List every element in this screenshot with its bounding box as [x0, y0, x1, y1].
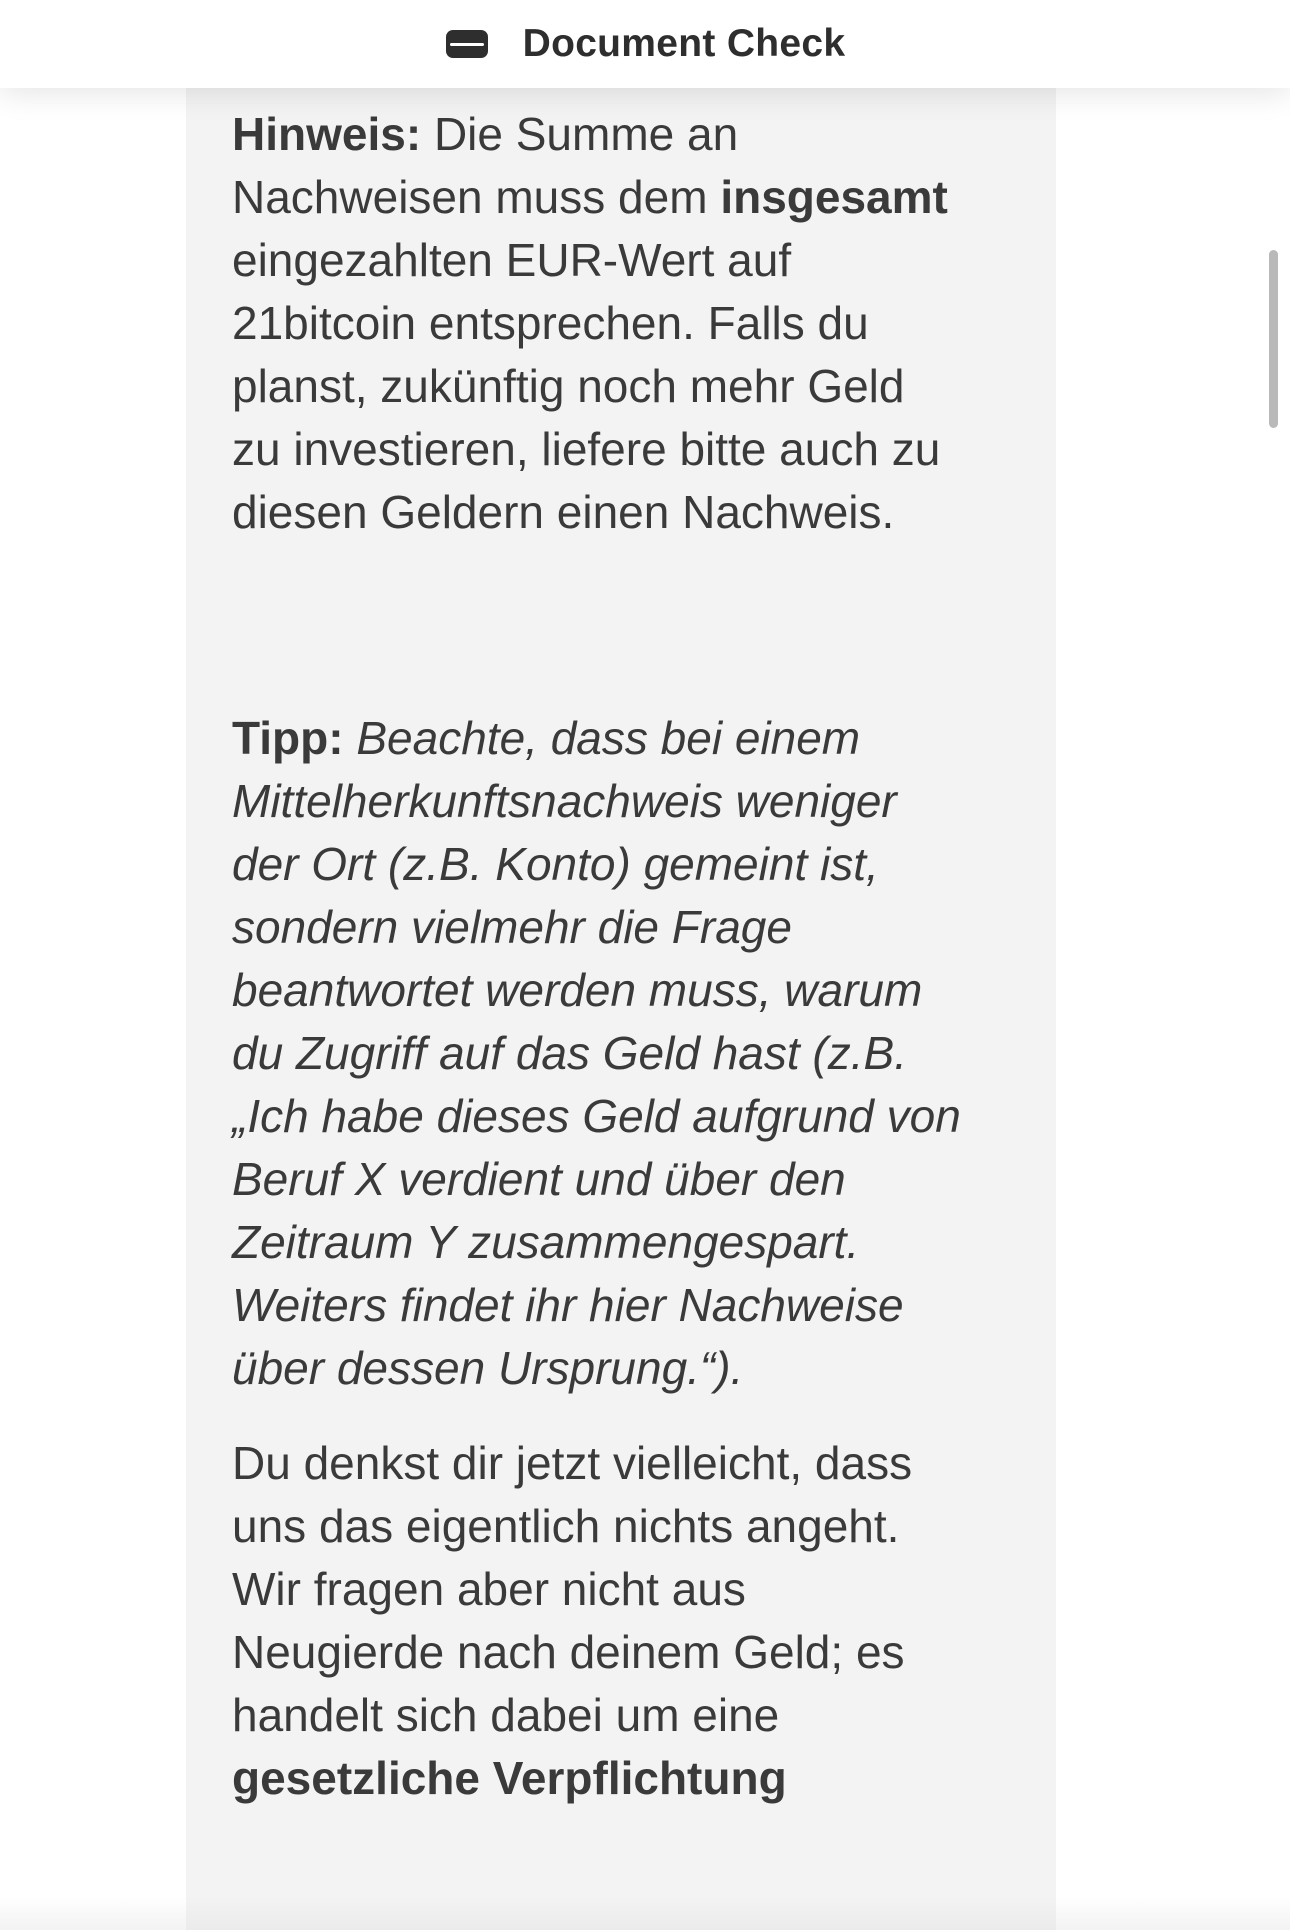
tip-text: „Ich habe dieses Geld aufgrund von	[232, 1090, 961, 1142]
notice-emphasis: insgesamt	[720, 171, 948, 223]
tip-text: beantwortet werden muss, warum	[232, 964, 923, 1016]
tip-line	[232, 707, 1032, 770]
notice-text: Nachweisen muss dem	[232, 171, 721, 223]
body-paragraph	[232, 1432, 1032, 1810]
tip-text: sondern vielmehr die Frage	[232, 901, 792, 953]
tip-text: du Zugriff auf das Geld hast (z.B.	[232, 1027, 907, 1079]
tip-label: Tipp:	[232, 712, 344, 764]
notice-line	[232, 166, 1032, 229]
body-text: Du denkst dir jetzt vielleicht, dass	[232, 1437, 913, 1489]
header-title-group	[445, 22, 846, 66]
notice-text: 21bitcoin entsprechen. Falls du	[232, 297, 869, 349]
tip-text: Weiters findet ihr hier Nachweise	[232, 1279, 904, 1331]
notice-text: eingezahlten EUR-Wert auf	[232, 234, 792, 286]
app-header	[0, 0, 1290, 88]
tip-text: Zeitraum Y zusammengespart.	[232, 1216, 860, 1268]
notice-text: zu investieren, liefere bitte auch zu	[232, 423, 941, 475]
body-emphasis: gesetzliche Verpflichtung	[232, 1752, 787, 1804]
vertical-scrollbar[interactable]	[1269, 250, 1278, 428]
bottom-fade	[0, 1896, 1290, 1930]
notice-text: planst, zukünftig noch mehr Geld	[232, 360, 905, 412]
tip-text: über dessen Ursprung.“).	[232, 1342, 744, 1394]
document-tray-icon	[445, 29, 489, 59]
body-text: handelt sich dabei um eine	[232, 1689, 780, 1741]
page-title: Document Check	[522, 22, 846, 65]
tip-text: der Ort (z.B. Konto) gemeint ist,	[232, 838, 879, 890]
notice-text: diesen Geldern einen Nachweis.	[232, 486, 895, 538]
body-text: Wir fragen aber nicht aus	[232, 1563, 746, 1615]
notice-paragraph	[232, 103, 1032, 544]
tip-paragraph	[232, 707, 1032, 1400]
notice-label: Hinweis:	[232, 108, 422, 160]
tip-text: Mittelherkunftsnachweis weniger	[232, 775, 897, 827]
body-text: uns das eigentlich nichts angeht.	[232, 1500, 900, 1552]
tip-text: Beachte, dass bei einem	[356, 712, 861, 764]
body-text: Neugierde nach deinem Geld; es	[232, 1626, 905, 1678]
notice-line	[232, 103, 1032, 166]
tip-text: Beruf X verdient und über den	[232, 1153, 846, 1205]
notice-text: Die Summe an	[433, 108, 739, 160]
